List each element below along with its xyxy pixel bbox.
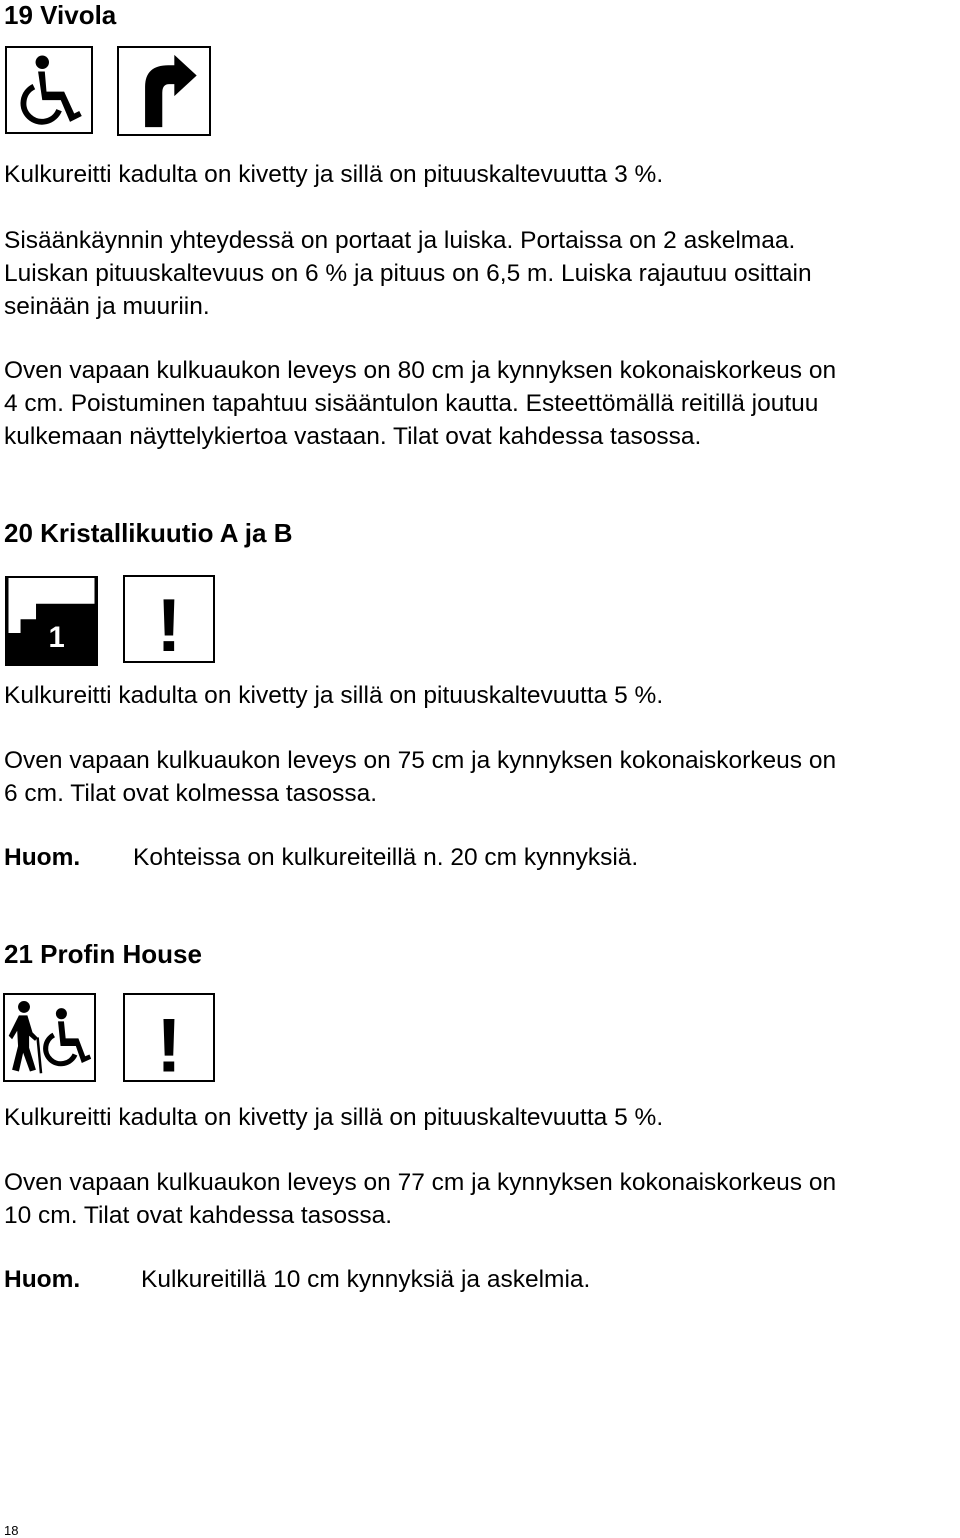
paragraph-line: seinään ja muuriin. <box>4 293 210 320</box>
exclamation-icon <box>123 993 215 1082</box>
paragraph-line: Luiskan pituuskaltevuus on 6 % ja pituus on 6,5 m. Luiska rajautuu osittain <box>4 260 812 287</box>
stairs-icon <box>5 576 98 666</box>
exclamation-mark: ! <box>156 1003 182 1080</box>
paragraph-line: Kulkureitti kadulta on kivetty ja sillä on pituuskaltevuutta 5 %. <box>4 1104 664 1131</box>
note-label: Huom. <box>4 1266 81 1293</box>
paragraph-line: Oven vapaan kulkuaukon leveys on 80 cm ja kynnyksen kokonaiskorkeus on <box>4 357 837 384</box>
paragraph-line: 10 cm. Tilat ovat kahdessa tasossa. <box>4 1202 393 1229</box>
paragraph-line: Kulkureitti kadulta on kivetty ja sillä on pituuskaltevuutta 3 %. <box>4 161 664 188</box>
paragraph-line: 4 cm. Poistuminen tapahtuu sisääntulon kautta. Esteettömällä reitillä joutuu <box>4 390 819 417</box>
note-text: Kulkureitillä 10 cm kynnyksiä ja askelmia. <box>141 1266 591 1293</box>
wheelchair-icon <box>5 46 93 134</box>
exclamation-icon <box>123 575 215 663</box>
paragraph-line: kulkemaan näyttelykiertoa vastaan. Tilat ovat kahdessa tasossa. <box>4 423 702 450</box>
note-label: Huom. <box>4 844 81 871</box>
paragraph-line: 6 cm. Tilat ovat kolmessa tasossa. <box>4 780 378 807</box>
paragraph-line: Oven vapaan kulkuaukon leveys on 77 cm ja kynnyksen kokonaiskorkeus on <box>4 1169 837 1196</box>
paragraph-line: Sisäänkäynnin yhteydessä on portaat ja luiska. Portaissa on 2 askelmaa. <box>4 227 796 254</box>
paragraph-line: Oven vapaan kulkuaukon leveys on 75 cm ja kynnyksen kokonaiskorkeus on <box>4 747 837 774</box>
exclamation-mark: ! <box>156 583 182 661</box>
section-heading: 21 Profin House <box>4 939 202 969</box>
page-number: 18 <box>4 1523 19 1538</box>
paragraph-line: Kulkureitti kadulta on kivetty ja sillä on pituuskaltevuutta 5 %. <box>4 682 664 709</box>
section-heading: 20 Kristallikuutio A ja B <box>4 518 293 548</box>
walking-and-wheelchair-icon <box>3 993 96 1082</box>
note-text: Kohteissa on kulkureiteillä n. 20 cm kynnyksiä. <box>133 844 639 871</box>
turn-arrow-icon <box>117 46 211 136</box>
stairs-number: 1 <box>48 621 65 654</box>
section-heading: 19 Vivola <box>4 0 117 30</box>
